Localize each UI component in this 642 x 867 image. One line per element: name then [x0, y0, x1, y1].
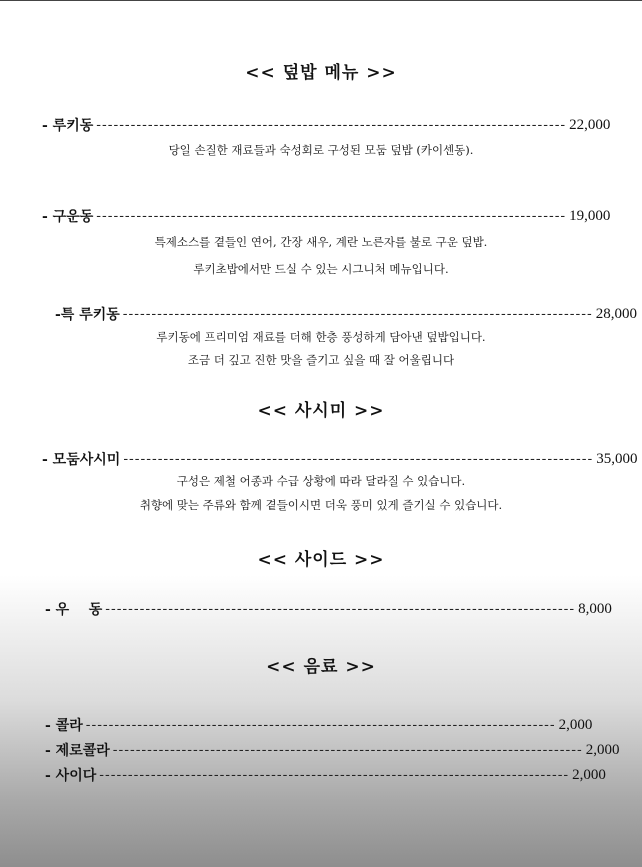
menu-item-grilled-don [42, 206, 611, 226]
dotted-leader: ---------------------------------------------------------------------------------- [105, 601, 576, 617]
dotted-leader: ---------------------------------------------------------------------------------- [96, 117, 567, 133]
item-name: - 구운동 [42, 209, 94, 225]
item-description: 구성은 제철 어종과 수급 상황에 따라 달라질 수 있습니다. [176, 474, 466, 488]
dotted-leader: ---------------------------------------------------------------------------------- [123, 451, 594, 467]
top-border [0, 0, 642, 1]
menu-item-cola [45, 715, 592, 735]
item-name: - 제로콜라 [45, 743, 110, 759]
item-name: - 루키동 [42, 118, 94, 134]
menu-item-cider [45, 765, 606, 785]
item-description: 루키동에 프리미엄 재료를 더해 한층 풍성하게 담아낸 덮밥입니다. [156, 330, 486, 344]
menu-item-assorted-sashimi [42, 449, 638, 469]
item-name: -특 루키동 [55, 307, 120, 323]
dotted-leader: ---------------------------------------------------------------------------------- [122, 306, 593, 322]
item-price: 19,000 [569, 207, 611, 224]
dotted-leader: ---------------------------------------------------------------------------------- [85, 717, 556, 733]
item-price: 2,000 [572, 766, 606, 783]
item-price: 2,000 [558, 716, 593, 733]
item-price: 8,000 [578, 600, 612, 617]
item-description: 특제소스를 곁들인 연어, 간장 새우, 계란 노른자를 불로 구운 덮밥. [154, 235, 488, 249]
item-name: - 우 동 [45, 602, 103, 618]
menu-item-zero-cola [45, 740, 620, 760]
item-price: 28,000 [595, 305, 637, 322]
item-price: 2,000 [585, 741, 620, 758]
item-price: 35,000 [596, 450, 638, 467]
item-price: 22,000 [569, 116, 611, 133]
item-description: 루키초밥에서만 드실 수 있는 시그니처 메뉴입니다. [193, 262, 449, 276]
dotted-leader: ---------------------------------------------------------------------------------- [96, 208, 567, 224]
section-title-donburi: << 덮밥 메뉴 >> [245, 63, 397, 83]
menu-item-special-lucky-don [55, 304, 637, 324]
item-name: - 사이다 [45, 768, 97, 784]
item-description: 당일 손질한 재료들과 숙성회로 구성된 모둠 덮밥 (카이센동). [168, 143, 474, 157]
item-name: - 모둠사시미 [42, 452, 121, 468]
menu-item-udon [45, 599, 612, 619]
dotted-leader: ---------------------------------------------------------------------------------- [112, 742, 583, 758]
dotted-leader: ---------------------------------------------------------------------------------- [99, 767, 570, 783]
section-title-sashimi: << 사시미 >> [257, 401, 385, 421]
item-description: 조금 더 깊고 진한 맛을 즐기고 싶을 때 잘 어울립니다 [187, 353, 455, 367]
section-title-side: << 사이드 >> [257, 550, 385, 570]
item-name: - 콜라 [45, 718, 83, 734]
item-description: 취향에 맞는 주류와 함께 곁들이시면 더욱 풍미 있게 즐기실 수 있습니다. [139, 498, 503, 512]
section-title-drinks: << 음료 >> [266, 657, 376, 677]
menu-item-lucky-don [42, 115, 611, 135]
